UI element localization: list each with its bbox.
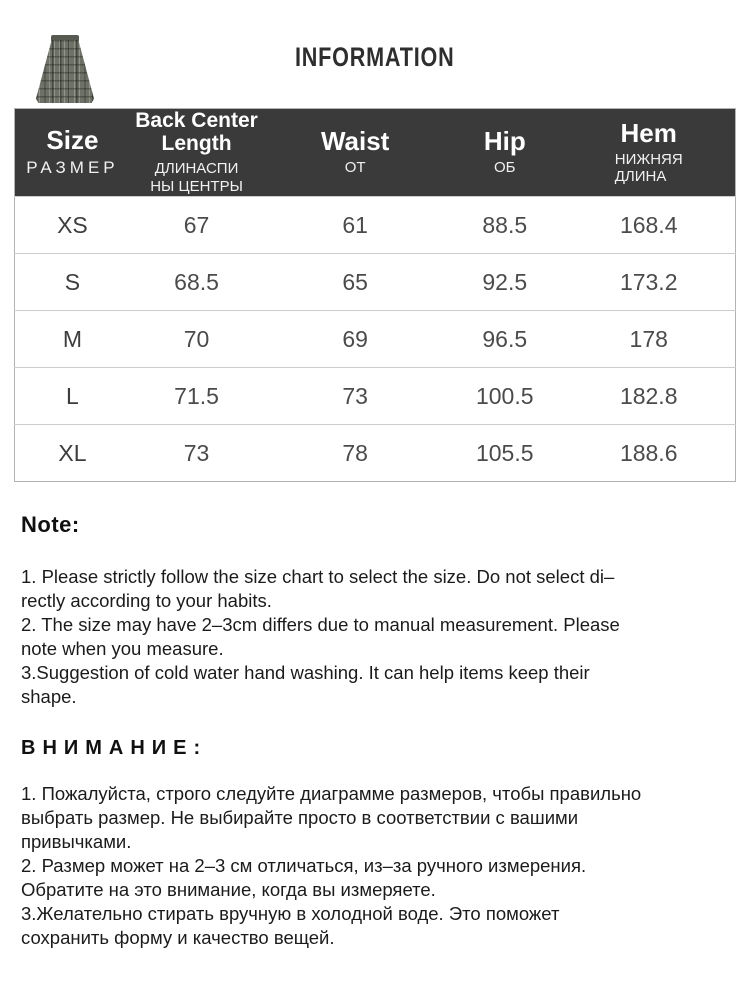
size-chart-table bbox=[14, 108, 736, 482]
note-paragraph-en bbox=[21, 565, 732, 709]
cell-hip: 88.5 bbox=[447, 197, 562, 254]
hem-label-ru: НИЖНЯЯ ДЛИНА bbox=[614, 150, 683, 185]
note-en-line: 3.Suggestion of cold water hand washing. It can help items keep their bbox=[21, 662, 590, 683]
waist-label-en: Waist bbox=[320, 126, 390, 157]
cell-size: XS bbox=[15, 197, 130, 254]
note-heading-en: Note: bbox=[21, 512, 80, 537]
cell-waist: 73 bbox=[263, 368, 447, 425]
cell-back-center-length: 67 bbox=[130, 197, 263, 254]
cell-waist: 78 bbox=[263, 425, 447, 482]
table-row-xs bbox=[15, 197, 736, 254]
cell-waist: 61 bbox=[263, 197, 447, 254]
column-header-hip bbox=[447, 109, 562, 197]
note-ru-line: привычками. bbox=[21, 831, 132, 852]
cell-hip: 100.5 bbox=[447, 368, 562, 425]
note-en-line: note when you measure. bbox=[21, 638, 224, 659]
note-ru-line: сохранить форму и качество вещей. bbox=[21, 927, 335, 948]
cell-back-center-length: 70 bbox=[130, 311, 263, 368]
note-en-line: 1. Please strictly follow the size chart to select the size. Do not select di– bbox=[21, 566, 615, 587]
page-title-wrap bbox=[0, 42, 750, 73]
note-ru-line: Обратите на это внимание, когда вы измеряете. bbox=[21, 879, 436, 900]
note-en-line: shape. bbox=[21, 686, 77, 707]
cell-hem: 173.2 bbox=[562, 254, 735, 311]
size-chart-header bbox=[15, 109, 736, 197]
cell-back-center-length: 68.5 bbox=[130, 254, 263, 311]
column-header-size bbox=[15, 109, 130, 197]
notes-section bbox=[21, 512, 732, 950]
table-row-s bbox=[15, 254, 736, 311]
table-row-l bbox=[15, 368, 736, 425]
cell-hem: 182.8 bbox=[562, 368, 735, 425]
cell-size: L bbox=[15, 368, 130, 425]
note-ru-line: 2. Размер может на 2–3 см отличаться, из–за ручного измерения. bbox=[21, 855, 587, 876]
bcl-label-en: Back Center Length bbox=[135, 109, 258, 155]
note-ru-line: 3.Желательно стирать вручную в холодной воде. Это поможет bbox=[21, 903, 560, 924]
cell-size: XL bbox=[15, 425, 130, 482]
size-label-ru: РАЗМЕР bbox=[26, 158, 119, 178]
cell-hip: 92.5 bbox=[447, 254, 562, 311]
cell-hem: 168.4 bbox=[562, 197, 735, 254]
cell-waist: 65 bbox=[263, 254, 447, 311]
size-chart-body bbox=[15, 197, 736, 482]
note-paragraph-ru bbox=[21, 782, 732, 950]
size-label-en: Size bbox=[46, 125, 99, 156]
table-row-m bbox=[15, 311, 736, 368]
waist-label-ru: ОТ bbox=[344, 159, 366, 177]
page-header bbox=[0, 0, 750, 108]
hip-label-en: Hip bbox=[483, 126, 526, 157]
hem-label-en: Hem bbox=[620, 117, 677, 148]
column-header-waist bbox=[263, 109, 447, 197]
cell-hip: 96.5 bbox=[447, 311, 562, 368]
table-row-xl bbox=[15, 425, 736, 482]
cell-hem: 178 bbox=[562, 311, 735, 368]
column-header-back-center-length bbox=[130, 109, 263, 197]
note-en-line: rectly according to your habits. bbox=[21, 590, 272, 611]
note-ru-line: 1. Пожалуйста, строго следуйте диаграмме размеров, чтобы правильно bbox=[21, 783, 642, 804]
cell-hip: 105.5 bbox=[447, 425, 562, 482]
cell-size: M bbox=[15, 311, 130, 368]
note-en-line: 2. The size may have 2–3cm differs due to manual measurement. Please bbox=[21, 614, 620, 635]
cell-back-center-length: 73 bbox=[130, 425, 263, 482]
cell-size: S bbox=[15, 254, 130, 311]
note-ru-line: выбрать размер. Не выбирайте просто в соответствии с вашими bbox=[21, 807, 579, 828]
note-heading-ru: ВНИМАНИЕ: bbox=[21, 737, 208, 759]
page-title: INFORMATION bbox=[295, 42, 455, 72]
cell-waist: 69 bbox=[263, 311, 447, 368]
cell-back-center-length: 71.5 bbox=[130, 368, 263, 425]
cell-hem: 188.6 bbox=[562, 425, 735, 482]
header-row bbox=[15, 109, 736, 197]
hip-label-ru: ОБ bbox=[494, 159, 516, 177]
column-header-hem bbox=[562, 109, 735, 197]
bcl-label-ru: ДЛИНАСПИ НЫ ЦЕНТРЫ bbox=[150, 160, 243, 195]
